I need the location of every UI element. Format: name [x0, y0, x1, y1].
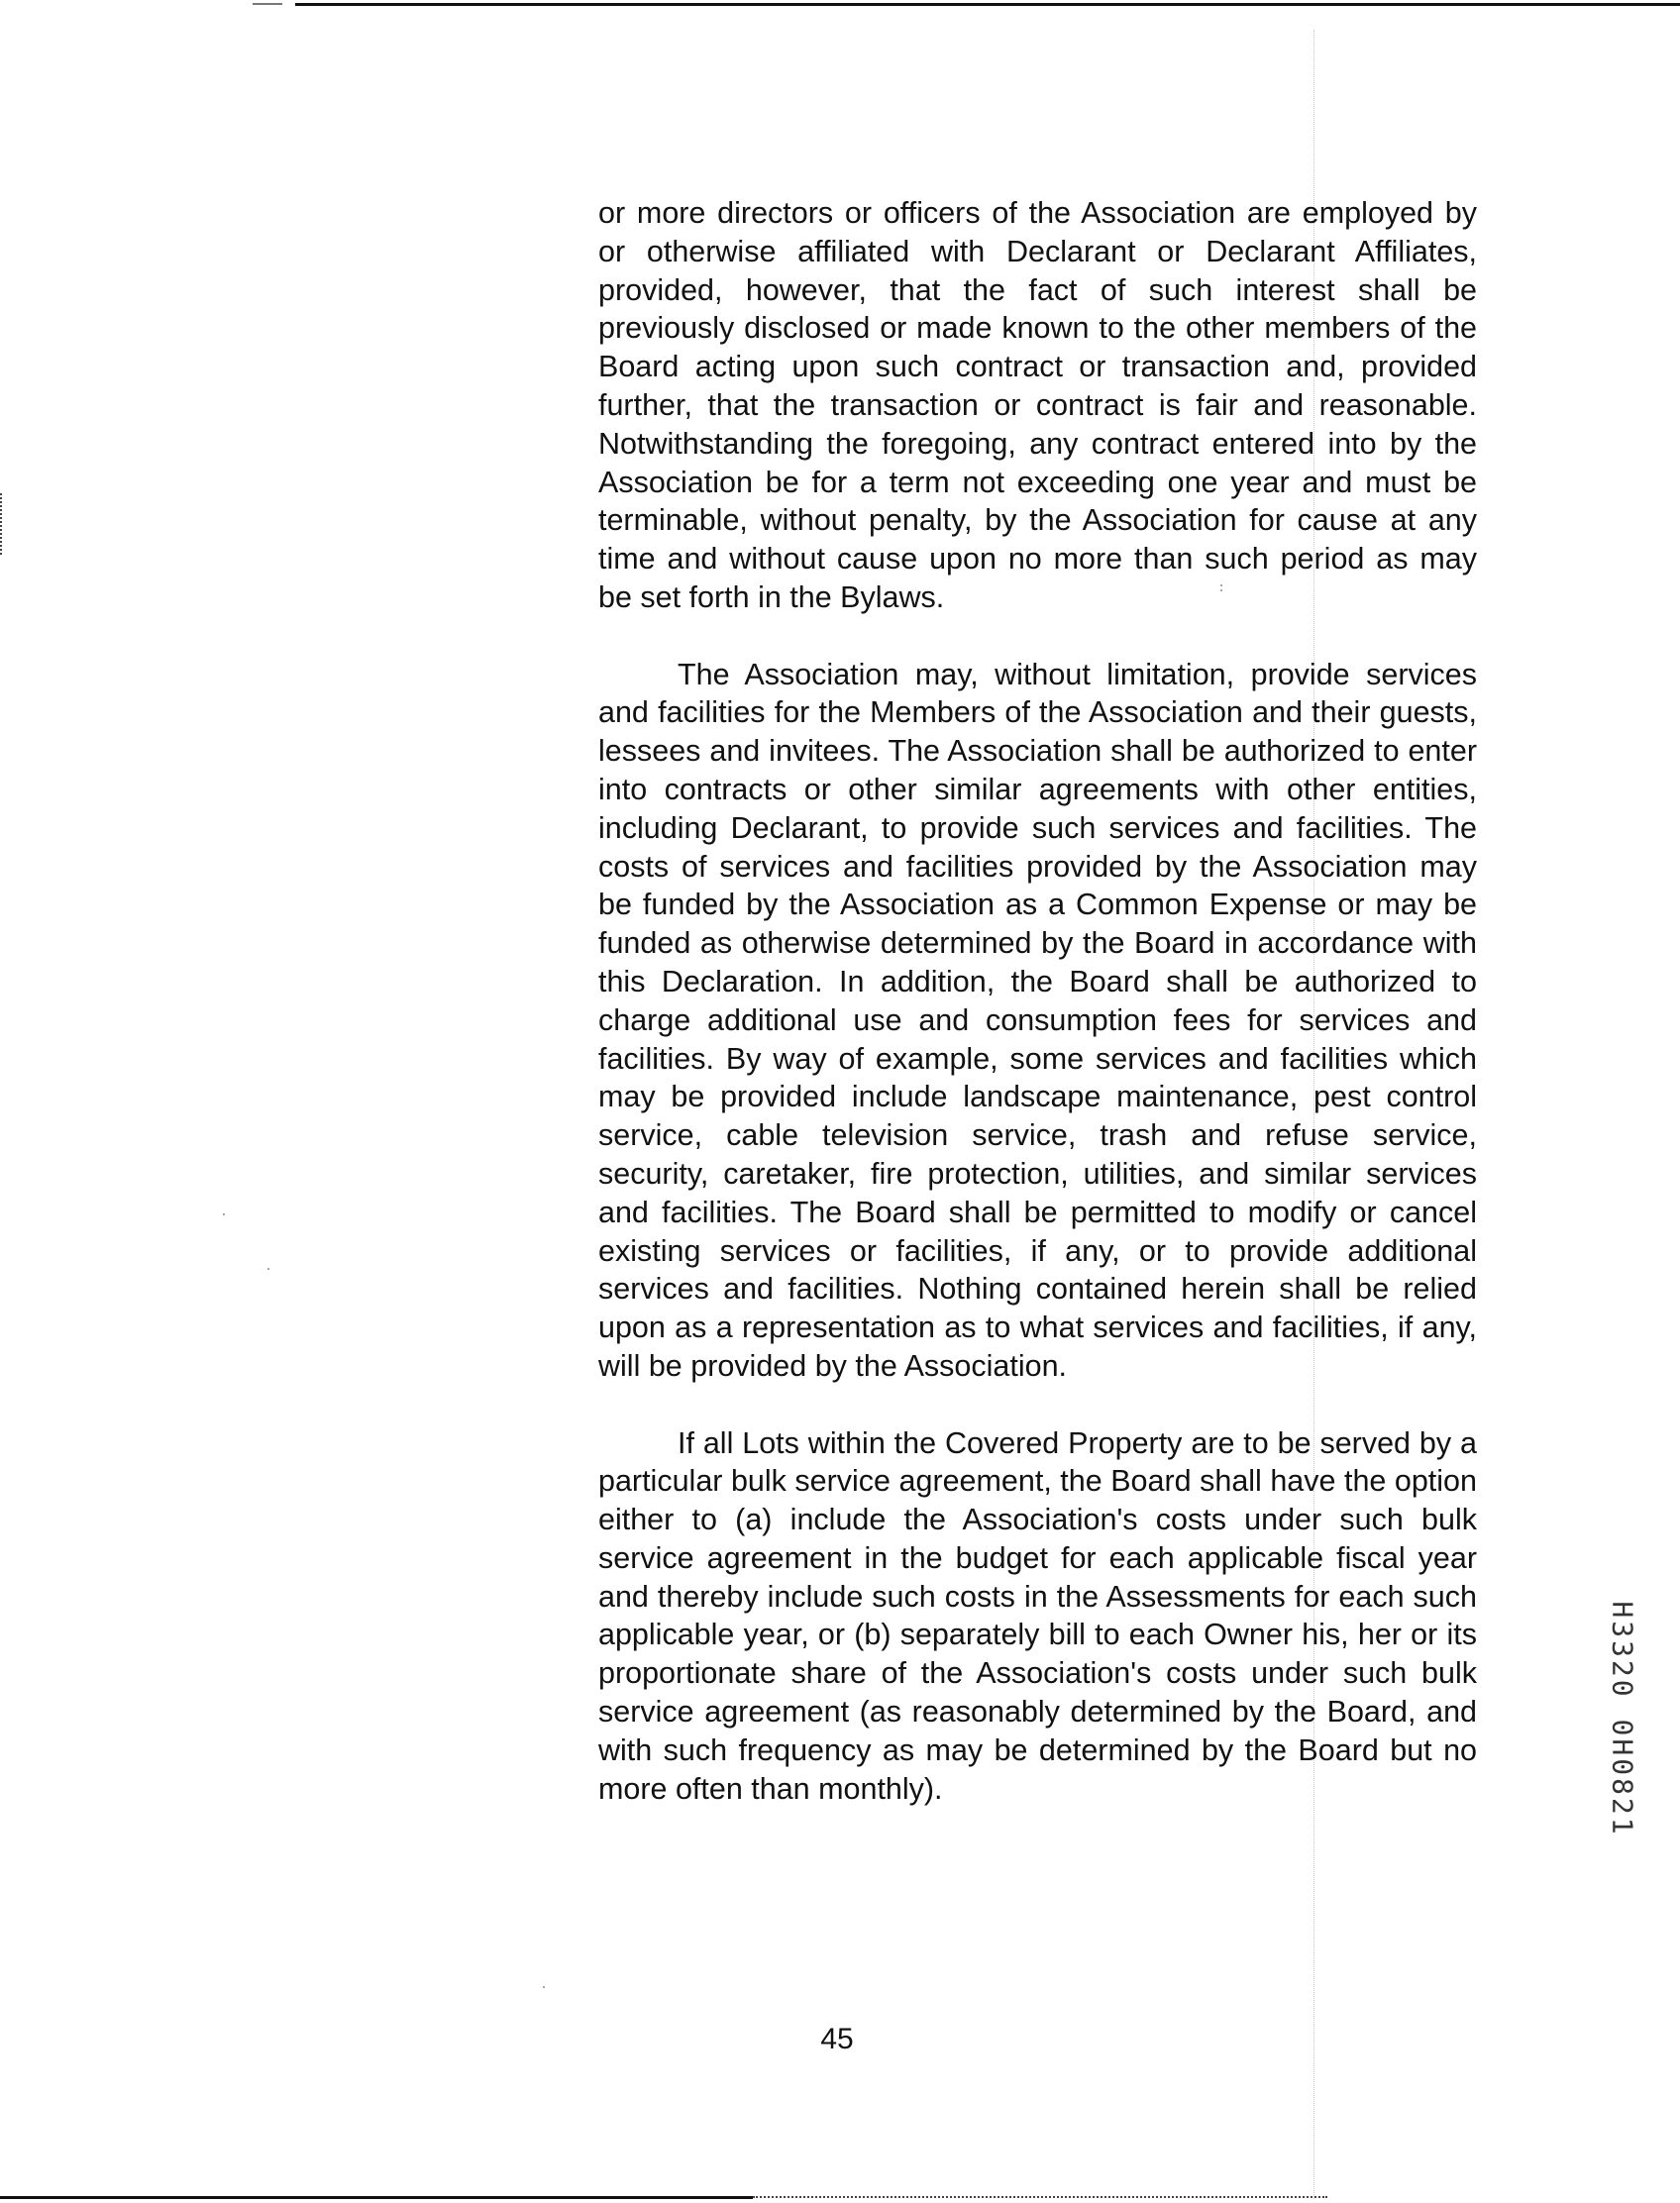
document-body [598, 194, 1477, 1808]
paragraph-bulk-service: If all Lots within the Covered Property are to be served by a particular bulk service agreement, the Board shall have the option either to (a) include the Association's costs under such bulk service agreement in the budget for each applicable fiscal year and thereby include such costs in the Assessments for each such applicable year, or (b) separately bill to each Owner his, her or its proportionate share of the Association's costs under such bulk service agreement (as reasonably determined by the Board, and with such frequency as may be determined by the Board but no more often than monthly). [598, 1425, 1477, 1806]
bottom-rule [0, 2196, 753, 2199]
paragraph-continuation: or more directors or officers of the Association are employed by or otherwise affiliated with Declarant or Declarant Affiliates, provided, however, that the fact of such interest shall be previously disclosed or made known to the other members of the Board acting upon such contract or transaction and, provided further, that the transaction or contract is fair and reasonable. Notwithstanding the foregoing, any contract entered into by the Association be for a term not exceeding one year and must be terminable, without penalty, by the Association for cause at any time and without cause upon no more than such period as may be set forth in the Bylaws. [598, 196, 1477, 614]
page-number: 45 [820, 2023, 854, 2055]
stamp-text: H3320 0H0821 [1606, 1600, 1639, 1837]
scan-speck [223, 1213, 225, 1215]
paragraph-services: The Association may, without limitation, provide services and facilities for the Members of the Association and their guests, lessees and invitees. The Association shall be authorized to enter into contracts or other similar agreements with other entities, including Declarant, to provide such services and facilities. The costs of services and facilities provided by the Association may be funded by the Association as a Common Expense or may be funded as otherwise determined by the Board in accordance with this Declaration. In addition, the Board shall be authorized to charge additional use and consumption fees for services and facilities. By way of example, some services and facilities which may be provided include landscape maintenance, pest control service, cable television service, trash and refuse service, security, caretaker, fire protection, utilities, and similar services and facilities. The Board shall be permitted to modify or cancel existing services or facilities, if any, or to provide additional services and facilities. Nothing contained herein shall be relied upon as a representation as to what services and facilities, if any, will be provided by the Association. [598, 657, 1477, 1383]
bottom-rule-dotted [753, 2196, 1327, 2200]
scan-speck [543, 1986, 545, 1988]
left-edge-mark [0, 493, 5, 555]
top-rule [295, 3, 1680, 6]
top-rule-fragment [253, 3, 282, 5]
scan-speck [267, 1268, 269, 1270]
document-stamp [1603, 1595, 1642, 1842]
